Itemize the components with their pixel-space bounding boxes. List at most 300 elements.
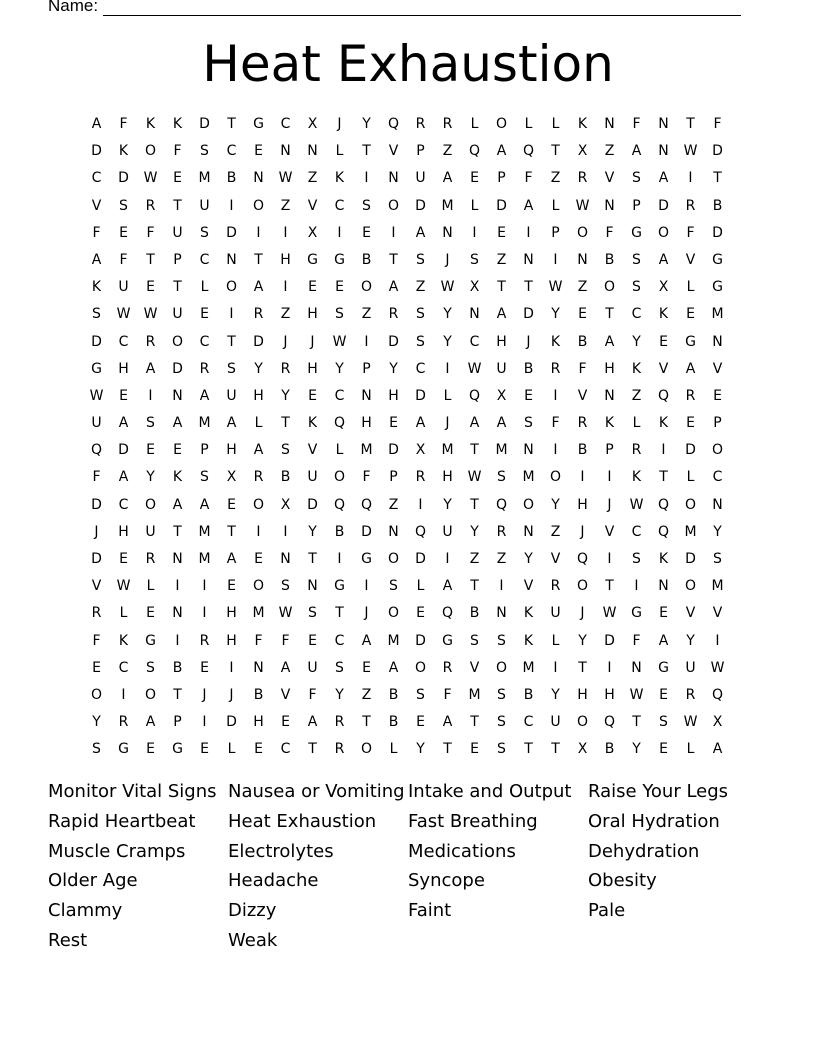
grid-letter: P bbox=[200, 442, 209, 459]
grid-letter: Q bbox=[522, 143, 535, 160]
grid-letter: S bbox=[416, 251, 425, 268]
grid-letter: I bbox=[553, 387, 558, 404]
grid-letter: N bbox=[469, 306, 480, 323]
grid-letter: Q bbox=[495, 496, 508, 513]
grid-letter: A bbox=[145, 714, 156, 731]
grid-letter: D bbox=[118, 442, 129, 459]
grid-letter: N bbox=[253, 170, 264, 187]
grid-letter: G bbox=[118, 741, 129, 758]
grid-letter: L bbox=[146, 578, 155, 595]
grid-letter: S bbox=[470, 632, 479, 649]
grid-letter: X bbox=[577, 143, 588, 160]
grid-letter: I bbox=[715, 632, 720, 649]
grid-letter: I bbox=[526, 224, 531, 241]
grid-letter: G bbox=[658, 659, 669, 676]
grid-letter: V bbox=[604, 170, 615, 187]
grid-letter: S bbox=[416, 333, 425, 350]
grid-letter: O bbox=[576, 224, 589, 241]
grid-letter: I bbox=[175, 578, 180, 595]
grid-letter: V bbox=[307, 442, 318, 459]
grid-letter: I bbox=[121, 686, 126, 703]
grid-letter: S bbox=[146, 415, 155, 432]
grid-letter: J bbox=[607, 496, 612, 513]
grid-letter: J bbox=[580, 605, 585, 622]
grid-letter: F bbox=[92, 224, 101, 241]
grid-letter: H bbox=[604, 360, 615, 377]
grid-letter: C bbox=[415, 360, 426, 377]
grid-letter: W bbox=[467, 469, 482, 486]
grid-letter: E bbox=[362, 224, 371, 241]
grid-letter: D bbox=[91, 143, 102, 160]
grid-letter: O bbox=[657, 224, 670, 241]
grid-letter: V bbox=[280, 686, 291, 703]
grid-letter: Y bbox=[470, 523, 479, 540]
grid-letter: D bbox=[172, 360, 183, 377]
grid-letter: S bbox=[497, 686, 506, 703]
grid-letter: Y bbox=[551, 686, 560, 703]
grid-letter: S bbox=[632, 279, 641, 296]
grid-letter: M bbox=[198, 551, 211, 567]
grid-letter: T bbox=[362, 714, 371, 731]
grid-letter: E bbox=[308, 387, 317, 404]
grid-letter: G bbox=[334, 251, 345, 268]
grid-letter: U bbox=[415, 170, 426, 187]
grid-letter: N bbox=[604, 116, 615, 132]
grid-letter: N bbox=[604, 197, 615, 214]
grid-letter: U bbox=[118, 279, 129, 296]
grid-letter: T bbox=[470, 496, 479, 513]
grid-letter: Y bbox=[551, 496, 560, 513]
grid-letter: A bbox=[172, 415, 183, 432]
grid-letter: G bbox=[361, 551, 372, 567]
grid-letter: G bbox=[685, 333, 696, 350]
grid-letter: U bbox=[307, 659, 318, 676]
grid-letter: E bbox=[389, 415, 398, 432]
grid-letter: O bbox=[495, 659, 508, 676]
grid-letter: T bbox=[659, 469, 668, 486]
grid-letter: O bbox=[522, 496, 535, 513]
grid-letter: Z bbox=[604, 143, 615, 160]
grid-letter: S bbox=[524, 415, 533, 432]
grid-letter: U bbox=[199, 197, 210, 214]
grid-letter: W bbox=[629, 686, 644, 703]
grid-letter: I bbox=[688, 170, 693, 187]
grid-letter: D bbox=[253, 333, 264, 350]
grid-letter: W bbox=[116, 578, 131, 595]
grid-letter: A bbox=[118, 415, 129, 432]
grid-letter: C bbox=[118, 659, 129, 676]
grid-letter: P bbox=[173, 714, 182, 731]
grid-letter: D bbox=[199, 116, 210, 132]
grid-letter: Z bbox=[496, 251, 507, 268]
grid-letter: U bbox=[685, 659, 696, 676]
letter-grid bbox=[83, 111, 731, 764]
grid-letter: U bbox=[442, 523, 453, 540]
grid-letter: T bbox=[389, 251, 398, 268]
grid-letter: S bbox=[713, 551, 722, 567]
grid-letter: D bbox=[307, 496, 318, 513]
grid-letter: Q bbox=[90, 442, 103, 459]
grid-letter: D bbox=[523, 306, 534, 323]
grid-letter: B bbox=[523, 686, 534, 703]
grid-letter: O bbox=[576, 578, 589, 595]
grid-letter: L bbox=[470, 116, 479, 132]
grid-letter: Q bbox=[657, 496, 670, 513]
word-bank-item: Pale bbox=[588, 900, 626, 922]
grid-letter: A bbox=[442, 170, 453, 187]
grid-letter: F bbox=[173, 143, 182, 160]
grid-letter: H bbox=[604, 686, 615, 703]
grid-letter: G bbox=[712, 251, 723, 268]
word-bank-item: Medications bbox=[408, 840, 516, 862]
grid-letter: A bbox=[226, 415, 237, 432]
grid-letter: M bbox=[441, 442, 454, 459]
word-bank-item: Clammy bbox=[48, 900, 123, 922]
grid-letter: T bbox=[632, 714, 641, 731]
grid-letter: D bbox=[226, 714, 237, 731]
word-bank-item: Dizzy bbox=[228, 900, 277, 922]
grid-letter: O bbox=[387, 605, 400, 622]
grid-letter: H bbox=[361, 415, 372, 432]
grid-letter: C bbox=[631, 306, 642, 323]
grid-letter: I bbox=[364, 170, 369, 187]
grid-letter: Y bbox=[335, 360, 344, 377]
grid-letter: E bbox=[173, 170, 182, 187]
grid-letter: R bbox=[388, 306, 399, 323]
grid-letter: F bbox=[632, 632, 641, 649]
grid-letter: I bbox=[391, 224, 396, 241]
grid-letter: K bbox=[145, 116, 156, 132]
grid-letter: Y bbox=[551, 306, 560, 323]
grid-letter: T bbox=[227, 523, 236, 540]
grid-letter: W bbox=[143, 170, 158, 187]
grid-letter: B bbox=[388, 714, 399, 731]
grid-letter: E bbox=[92, 659, 101, 676]
grid-letter: K bbox=[523, 632, 534, 649]
grid-letter: V bbox=[91, 578, 102, 595]
grid-letter: S bbox=[362, 197, 371, 214]
grid-letter: D bbox=[712, 143, 723, 160]
grid-letter: S bbox=[308, 605, 317, 622]
grid-letter: T bbox=[308, 551, 317, 567]
grid-letter: D bbox=[685, 551, 696, 567]
grid-letter: L bbox=[416, 578, 425, 595]
grid-letter: K bbox=[604, 415, 615, 432]
grid-letter: H bbox=[388, 387, 399, 404]
grid-letter: E bbox=[686, 415, 695, 432]
grid-letter: E bbox=[470, 170, 479, 187]
grid-letter: F bbox=[362, 469, 371, 486]
grid-letter: M bbox=[252, 605, 265, 622]
grid-letter: G bbox=[253, 116, 264, 132]
grid-letter: P bbox=[713, 415, 722, 432]
grid-letter: C bbox=[334, 632, 345, 649]
grid-letter: S bbox=[659, 714, 668, 731]
grid-letter: T bbox=[443, 741, 452, 758]
grid-letter: R bbox=[577, 415, 588, 432]
grid-letter: A bbox=[226, 551, 237, 567]
grid-letter: F bbox=[551, 415, 560, 432]
grid-letter: V bbox=[685, 251, 696, 268]
grid-letter: K bbox=[172, 116, 183, 132]
grid-letter: N bbox=[604, 387, 615, 404]
grid-letter: Y bbox=[254, 360, 263, 377]
grid-letter: I bbox=[364, 333, 369, 350]
word-bank-item: Fast Breathing bbox=[408, 810, 538, 832]
grid-letter: S bbox=[497, 469, 506, 486]
grid-letter: G bbox=[712, 279, 723, 296]
grid-letter: I bbox=[202, 578, 207, 595]
grid-letter: M bbox=[495, 442, 508, 459]
grid-letter: A bbox=[496, 415, 507, 432]
grid-letter: I bbox=[553, 659, 558, 676]
grid-letter: R bbox=[334, 714, 345, 731]
grid-letter: B bbox=[604, 251, 615, 268]
grid-letter: E bbox=[146, 605, 155, 622]
grid-letter: E bbox=[335, 279, 344, 296]
grid-letter: C bbox=[199, 333, 210, 350]
grid-letter: W bbox=[710, 659, 725, 676]
grid-letter: I bbox=[256, 523, 261, 540]
grid-letter: E bbox=[146, 741, 155, 758]
grid-letter: U bbox=[550, 714, 561, 731]
grid-letter: D bbox=[415, 632, 426, 649]
grid-letter: M bbox=[198, 523, 211, 540]
word-bank-item: Obesity bbox=[588, 870, 657, 892]
grid-letter: A bbox=[199, 387, 210, 404]
grid-letter: O bbox=[711, 442, 724, 459]
grid-letter: L bbox=[470, 197, 479, 214]
grid-letter: A bbox=[118, 469, 129, 486]
grid-letter: S bbox=[470, 251, 479, 268]
grid-letter: R bbox=[145, 551, 156, 567]
grid-letter: V bbox=[712, 360, 723, 377]
grid-letter: I bbox=[607, 659, 612, 676]
grid-letter: R bbox=[118, 714, 129, 731]
grid-letter: I bbox=[202, 605, 207, 622]
grid-letter: K bbox=[577, 116, 588, 132]
page-title: Heat Exhaustion bbox=[202, 35, 614, 93]
grid-letter: L bbox=[632, 415, 641, 432]
grid-letter: E bbox=[308, 279, 317, 296]
grid-letter: Y bbox=[686, 632, 695, 649]
grid-letter: F bbox=[443, 686, 452, 703]
grid-letter: P bbox=[497, 170, 506, 187]
grid-letter: D bbox=[361, 523, 372, 540]
grid-letter: I bbox=[337, 551, 342, 567]
grid-letter: L bbox=[551, 632, 560, 649]
grid-letter: M bbox=[360, 442, 373, 459]
word-bank-item: Rest bbox=[48, 929, 88, 951]
grid-letter: Q bbox=[711, 686, 724, 703]
grid-letter: R bbox=[280, 360, 291, 377]
grid-letter: H bbox=[577, 686, 588, 703]
grid-letter: D bbox=[415, 197, 426, 214]
grid-letter: I bbox=[499, 578, 504, 595]
word-bank-item: Faint bbox=[408, 900, 452, 922]
grid-letter: A bbox=[496, 143, 507, 160]
grid-letter: Y bbox=[443, 306, 452, 323]
grid-letter: F bbox=[713, 116, 722, 132]
grid-letter: Q bbox=[360, 496, 373, 513]
grid-letter: S bbox=[146, 659, 155, 676]
grid-letter: E bbox=[713, 387, 722, 404]
grid-letter: Q bbox=[441, 605, 454, 622]
grid-letter: A bbox=[199, 496, 210, 513]
grid-letter: P bbox=[551, 224, 560, 241]
grid-letter: A bbox=[658, 170, 669, 187]
grid-letter: Q bbox=[333, 496, 346, 513]
grid-letter: V bbox=[550, 551, 561, 567]
grid-letter: H bbox=[280, 251, 291, 268]
grid-letter: L bbox=[254, 415, 263, 432]
grid-letter: F bbox=[92, 469, 101, 486]
grid-letter: D bbox=[415, 387, 426, 404]
grid-letter: H bbox=[253, 714, 264, 731]
grid-letter: Z bbox=[550, 523, 561, 540]
grid-letter: T bbox=[281, 415, 290, 432]
grid-letter: P bbox=[173, 251, 182, 268]
grid-letter: U bbox=[91, 415, 102, 432]
grid-letter: T bbox=[227, 333, 236, 350]
grid-letter: W bbox=[548, 279, 563, 296]
grid-letter: E bbox=[281, 714, 290, 731]
grid-letter: W bbox=[278, 170, 293, 187]
grid-letter: W bbox=[467, 360, 482, 377]
grid-letter: I bbox=[256, 224, 261, 241]
grid-letter: L bbox=[200, 279, 209, 296]
grid-letter: O bbox=[414, 659, 427, 676]
grid-letter: E bbox=[362, 659, 371, 676]
grid-letter: B bbox=[388, 686, 399, 703]
grid-letter: O bbox=[144, 143, 157, 160]
grid-letter: Y bbox=[632, 741, 641, 758]
grid-letter: W bbox=[683, 143, 698, 160]
grid-letter: D bbox=[91, 551, 102, 567]
grid-letter: Z bbox=[469, 551, 480, 567]
grid-letter: E bbox=[659, 686, 668, 703]
grid-letter: A bbox=[172, 496, 183, 513]
grid-letter: B bbox=[361, 251, 372, 268]
grid-letter: Y bbox=[146, 469, 155, 486]
grid-letter: H bbox=[118, 523, 129, 540]
grid-letter: K bbox=[658, 551, 669, 567]
grid-letter: R bbox=[496, 523, 507, 540]
grid-letter: E bbox=[524, 387, 533, 404]
grid-letter: C bbox=[334, 387, 345, 404]
grid-letter: Y bbox=[362, 116, 371, 132]
grid-letter: E bbox=[659, 605, 668, 622]
grid-letter: E bbox=[146, 279, 155, 296]
grid-letter: C bbox=[523, 714, 534, 731]
grid-letter: N bbox=[442, 224, 453, 241]
grid-letter: A bbox=[469, 415, 480, 432]
grid-letter: V bbox=[658, 360, 669, 377]
grid-letter: I bbox=[364, 578, 369, 595]
grid-letter: N bbox=[658, 578, 669, 595]
grid-letter: B bbox=[604, 741, 615, 758]
grid-letter: S bbox=[632, 551, 641, 567]
grid-letter: E bbox=[227, 578, 236, 595]
grid-letter: F bbox=[578, 360, 587, 377]
grid-letter: B bbox=[469, 605, 480, 622]
grid-letter: A bbox=[91, 116, 102, 132]
grid-letter: E bbox=[173, 442, 182, 459]
grid-letter: P bbox=[605, 442, 614, 459]
grid-letter: O bbox=[684, 578, 697, 595]
grid-letter: F bbox=[119, 116, 128, 132]
grid-letter: G bbox=[442, 632, 453, 649]
grid-letter: M bbox=[522, 469, 535, 486]
grid-letter: X bbox=[280, 496, 291, 513]
grid-letter: F bbox=[308, 686, 317, 703]
grid-letter: N bbox=[523, 251, 534, 268]
grid-letter: D bbox=[118, 170, 129, 187]
grid-letter: K bbox=[118, 632, 129, 649]
word-bank-item: Raise Your Legs bbox=[588, 781, 729, 802]
name-blank-line bbox=[103, 0, 741, 16]
word-bank-item: Rapid Heartbeat bbox=[48, 810, 196, 832]
grid-letter: A bbox=[361, 632, 372, 649]
grid-letter: L bbox=[551, 116, 560, 132]
grid-letter: E bbox=[254, 741, 263, 758]
grid-letter: I bbox=[607, 551, 612, 567]
grid-letter: W bbox=[89, 387, 104, 404]
grid-letter: U bbox=[172, 306, 183, 323]
grid-letter: R bbox=[685, 686, 696, 703]
grid-letter: E bbox=[416, 714, 425, 731]
grid-letter: S bbox=[227, 360, 236, 377]
grid-letter: A bbox=[253, 442, 264, 459]
grid-letter: N bbox=[172, 387, 183, 404]
grid-letter: Y bbox=[632, 333, 641, 350]
grid-letter: R bbox=[577, 170, 588, 187]
grid-letter: W bbox=[116, 306, 131, 323]
grid-letter: X bbox=[496, 387, 507, 404]
grid-letter: K bbox=[631, 469, 642, 486]
grid-letter: X bbox=[577, 741, 588, 758]
grid-letter: C bbox=[631, 523, 642, 540]
grid-letter: A bbox=[442, 578, 453, 595]
grid-letter: C bbox=[118, 333, 129, 350]
grid-letter: J bbox=[445, 251, 450, 268]
grid-letter: D bbox=[388, 442, 399, 459]
grid-letter: C bbox=[199, 251, 210, 268]
grid-letter: A bbox=[658, 251, 669, 268]
grid-letter: L bbox=[389, 741, 398, 758]
grid-letter: C bbox=[280, 741, 291, 758]
grid-letter: E bbox=[200, 659, 209, 676]
grid-letter: A bbox=[253, 279, 264, 296]
grid-letter: K bbox=[307, 415, 318, 432]
grid-letter: S bbox=[632, 170, 641, 187]
grid-letter: Y bbox=[578, 632, 587, 649]
grid-letter: C bbox=[712, 469, 723, 486]
grid-letter: I bbox=[283, 279, 288, 296]
grid-letter: G bbox=[334, 578, 345, 595]
grid-letter: Y bbox=[92, 714, 101, 731]
grid-letter: L bbox=[227, 741, 236, 758]
grid-letter: J bbox=[310, 333, 315, 350]
grid-letter: R bbox=[253, 306, 264, 323]
grid-letter: Q bbox=[576, 551, 589, 567]
grid-letter: V bbox=[712, 605, 723, 622]
grid-letter: E bbox=[416, 605, 425, 622]
grid-letter: J bbox=[580, 523, 585, 540]
grid-letter: Y bbox=[308, 523, 317, 540]
grid-letter: S bbox=[335, 659, 344, 676]
grid-letter: W bbox=[332, 333, 347, 350]
